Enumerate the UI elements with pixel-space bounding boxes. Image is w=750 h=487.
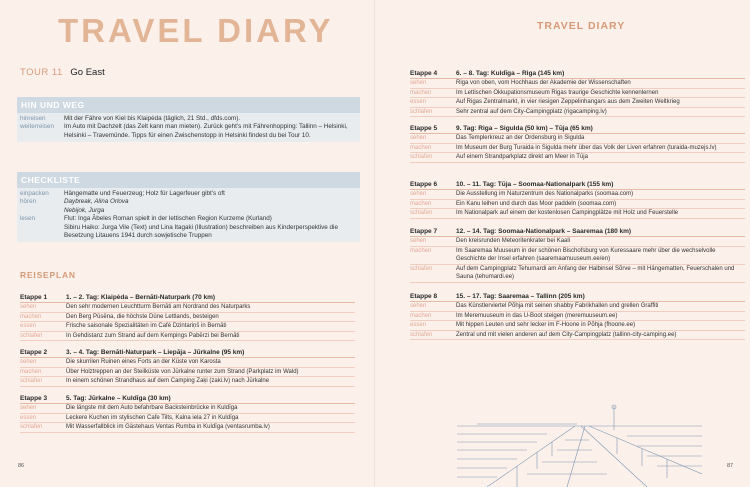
pier-illustration [457, 404, 702, 487]
page-number-right: 87 [727, 463, 734, 469]
tour-tag: TOUR 11 [20, 67, 63, 78]
page-title: TRAVEL DIARY [58, 12, 334, 49]
etappe-line: schlafen In einem schönen Strandhaus auf dem Camping Zaķi (zaki.lv) nach Jūrkalne [20, 377, 355, 387]
info-row: lesen Flut: Inga Ābeles Roman spielt in der lettischen Region Kurzeme (Kurland) [20, 215, 272, 223]
etappe-6: Etappe 6 10. – 11. Tag: Tūja – Soomaa-Nationalpark (155 km) sehen Die Ausstellung im Naturzentrum des Nationalparks (soomaa.com) machen Ein Kanu leihen und durch das Moor paddeln (soomaa.com) schlafen Im Nationalpark auf einem der kostenlosen Campingplätze mit Holz und Feuerstelle [410, 180, 745, 219]
etappe-line: sehen Die Ausstellung im Naturzentrum des Nationalparks (soomaa.com) [410, 190, 745, 200]
etappe-2: Etappe 2 3. – 4. Tag: Bernāti-Naturpark – Liepāja – Jūrkalne (95 km) sehen Die skurrilen Ruinen eines Forts an der Küste von Karosta machen Über Holztreppen an der Steilküste von Jūrkalne runter zum Strand (Parkplatz im Wald) schlafen In einem schönen Strandhaus auf dem Camping Zaķi (zaki.lv) nach Jūrkalne [20, 348, 355, 387]
etappe-line: sehen Das Künstlerviertel Põhja mit seinen shabby Fabrikhallen und grellen Graffiti [410, 302, 745, 312]
etappe-line: machen Ein Kanu leihen und durch das Moor paddeln (soomaa.com) [410, 200, 745, 210]
etappe-line: sehen Den sehr modernen Leuchtturm Bernāti am Nordrand des Naturparks [20, 303, 355, 313]
etappe-3: Etappe 3 5. Tag: Jūrkalne – Kuldīga (30 km) sehen Die längste mit dem Auto befahrbare Backsteinbrücke in Kuldīga essen Leckere Kuchen im stylischen Cafe Tilts, Kalna iela 27 in Kuldīga schlafen Mit Wasserfallblick im Gästehaus Ventas Rumba in Kuldīga (ventasrumba.lv) [20, 394, 355, 433]
etappe-line: machen Den Berg Pūsēna, die höchste Düne Lettlands, besteigen [20, 313, 355, 323]
etappe-4: Etappe 4 6. – 8. Tag: Kuldīga – Riga (145 km) sehen Riga von oben, vom Hochhaus der Akademie der Wissenschaften machen Im Lettischen Okkupationsmuseum Rigas traurige Geschichte kennenlernen essen Auf Rigas Zentralmarkt, in vier riesigen Zeppelinhangars aus dem Zweiten Weltkrieg schlafen Sehr zentral auf dem City-Campingplatz (rigacamping.lv) [410, 69, 745, 117]
info-row: Sibiru Haiko: Jurga Vile (Text) und Lina Itagaki (Illustration) beschreiben aus Kinderperspektive die Besetzung Litauens 1941 durch sowjetische Truppen [64, 223, 338, 240]
etappe-line: schlafen Im Nationalpark auf einem der kostenlosen Campingplätze mit Holz und Feuerstelle [410, 209, 745, 219]
tour-name: Go East [70, 67, 105, 78]
reiseplan-title: REISEPLAN [20, 270, 76, 280]
running-header: TRAVEL DIARY [537, 20, 626, 32]
etappe-line: sehen Das Templerkreuz an der Ordensburg in Sigulda [410, 134, 745, 144]
box-hin-und-weg [17, 97, 360, 142]
box-title: CHECKLISTE [17, 172, 360, 188]
etappe-line: schlafen Auf dem Campingplatz Tehumardi am Anfang der Halbinsel Sõrve – mit Hängematten, Feuerschalen und Sauna (tehumardi.ee) [410, 265, 745, 283]
info-row: weiterreisen Im Auto mit Dachzelt (das Zelt kann man mieten). Zurück geht’s mit Fährenhopping: Tallinn – Helsinki, Helsinki – Travemünde. Tipps für einen Zwischenstopp in Helsinki findest du bei Tour 10. [20, 123, 348, 139]
info-row: hören Daybreak, Alina Orlova [20, 198, 129, 206]
etappe-line: schlafen Auf einem Strandparkplatz direkt am Meer in Tūja [410, 153, 745, 163]
etappe-line: sehen Den kreisrunden Meteoritenkrater bei Kaali [410, 237, 745, 247]
etappe-line: schlafen Sehr zentral auf dem City-Campingplatz (rigacamping.lv) [410, 108, 745, 118]
etappe-line: sehen Die längste mit dem Auto befahrbare Backsteinbrücke in Kuldīga [20, 404, 355, 414]
info-row: hinreisen Mit der Fähre von Kiel bis Klaipėda (täglich, 21 Std., dfds.com). [20, 115, 241, 122]
etappe-line: essen Auf Rigas Zentralmarkt, in vier riesigen Zeppelinhangars aus dem Zweiten Weltkrieg [410, 98, 745, 108]
info-row: einpacken Hängematte und Feuerzeug; Holz für Lagerfeuer gibt’s oft [20, 190, 225, 197]
etappe-line: machen Im Lettischen Okkupationsmuseum Rigas traurige Geschichte kennenlernen [410, 89, 745, 99]
etappe-line: essen Leckere Kuchen im stylischen Cafe Tilts, Kalna iela 27 in Kuldīga [20, 414, 355, 424]
etappe-line: schlafen In Gehdistanz zum Strand auf dem Kempings Pabērzi bei Bernāti [20, 332, 355, 342]
etappe-line: schlafen Mit Wasserfallblick im Gästehaus Ventas Rumba in Kuldīga (ventasrumba.lv) [20, 423, 355, 433]
page-number-left: 86 [18, 463, 25, 469]
etappe-1: Etappe 1 1. – 2. Tag: Klaipėda – Bernāti-Naturpark (70 km) sehen Den sehr modernen Leuchtturm Bernāti am Nordrand des Naturparks machen Den Berg Pūsēna, die höchste Düne Lettlands, besteigen essen Frische saisonale Spezialitäten im Café Dzintariņš in Bernāti schlafen In Gehdistanz zum Strand auf dem Kempings Pabērzi bei Bernāti [20, 293, 355, 341]
etappe-7: Etappe 7 12. – 14. Tag: Soomaa-Nationalpark – Saaremaa (180 km) sehen Den kreisrunden Meteoritenkrater bei Kaali machen Im Saaremaa Muuseum in der schönen Bischofsburg von Kuressaare mehr über die wechselvolle Geschichte der Insel erfahren (saaremaamuuseum.ee/en) schlafen Auf dem Campingplatz Tehumardi am Anfang der Halbinsel Sõrve – mit Hängematten, Feuerschalen und Sauna (tehumardi.ee) [410, 227, 745, 283]
box-title: HIN UND WEG [17, 97, 360, 113]
etappe-line: machen Im Meremuuseum in das U-Boot steigen (meremuuseum.ee) [410, 312, 745, 322]
info-row: Nebijok, Jurga [64, 206, 105, 214]
etappe-8: Etappe 8 15. – 17. Tag: Saaremaa – Tallinn (205 km) sehen Das Künstlerviertel Põhja mit seinen shabby Fabrikhallen und grellen Graffiti machen Im Meremuuseum in das U-Boot steigen (meremuuseum.ee) essen Mit hippen Leuten und sehr lecker im F-Hoone in Põhja (fhoone.ee) schlafen Zentral und mit vielen anderen auf dem City-Campingplatz (tallinn-city-camping.ee) [410, 292, 745, 340]
etappe-line: machen Im Museum der Burg Turaida in Sigulda mehr über das Volk der Liven erfahren (turaida-muzejs.lv) [410, 144, 745, 154]
etappe-line: machen Über Holztreppen an der Steilküste von Jūrkalne runter zum Strand (Parkplatz im Wald) [20, 368, 355, 378]
etappe-line: essen Mit hippen Leuten und sehr lecker im F-Hoone in Põhja (fhoone.ee) [410, 321, 745, 331]
etappe-line: essen Frische saisonale Spezialitäten im Café Dzintariņš in Bernāti [20, 322, 355, 332]
box-checkliste [17, 172, 360, 242]
etappe-line: schlafen Zentral und mit vielen anderen auf dem City-Campingplatz (tallinn-city-camping.ee) [410, 331, 745, 341]
etappe-line: sehen Riga von oben, vom Hochhaus der Akademie der Wissenschaften [410, 79, 745, 89]
etappe-5: Etappe 5 9. Tag: Riga – Sigulda (50 km) – Tūja (65 km) sehen Das Templerkreuz an der Ordensburg in Sigulda machen Im Museum der Burg Turaida in Sigulda mehr über das Volk der Liven erfahren (turaida-muzejs.lv) schlafen Auf einem Strandparkplatz direkt am Meer in Tūja [410, 124, 745, 163]
etappe-line: machen Im Saaremaa Muuseum in der schönen Bischofsburg von Kuressaare mehr über die wechselvolle Geschichte der Insel erfahren (saaremaamuuseum.ee/en) [410, 247, 745, 265]
tour-heading [20, 67, 105, 79]
etappe-line: sehen Die skurrilen Ruinen eines Forts an der Küste von Karosta [20, 358, 355, 368]
